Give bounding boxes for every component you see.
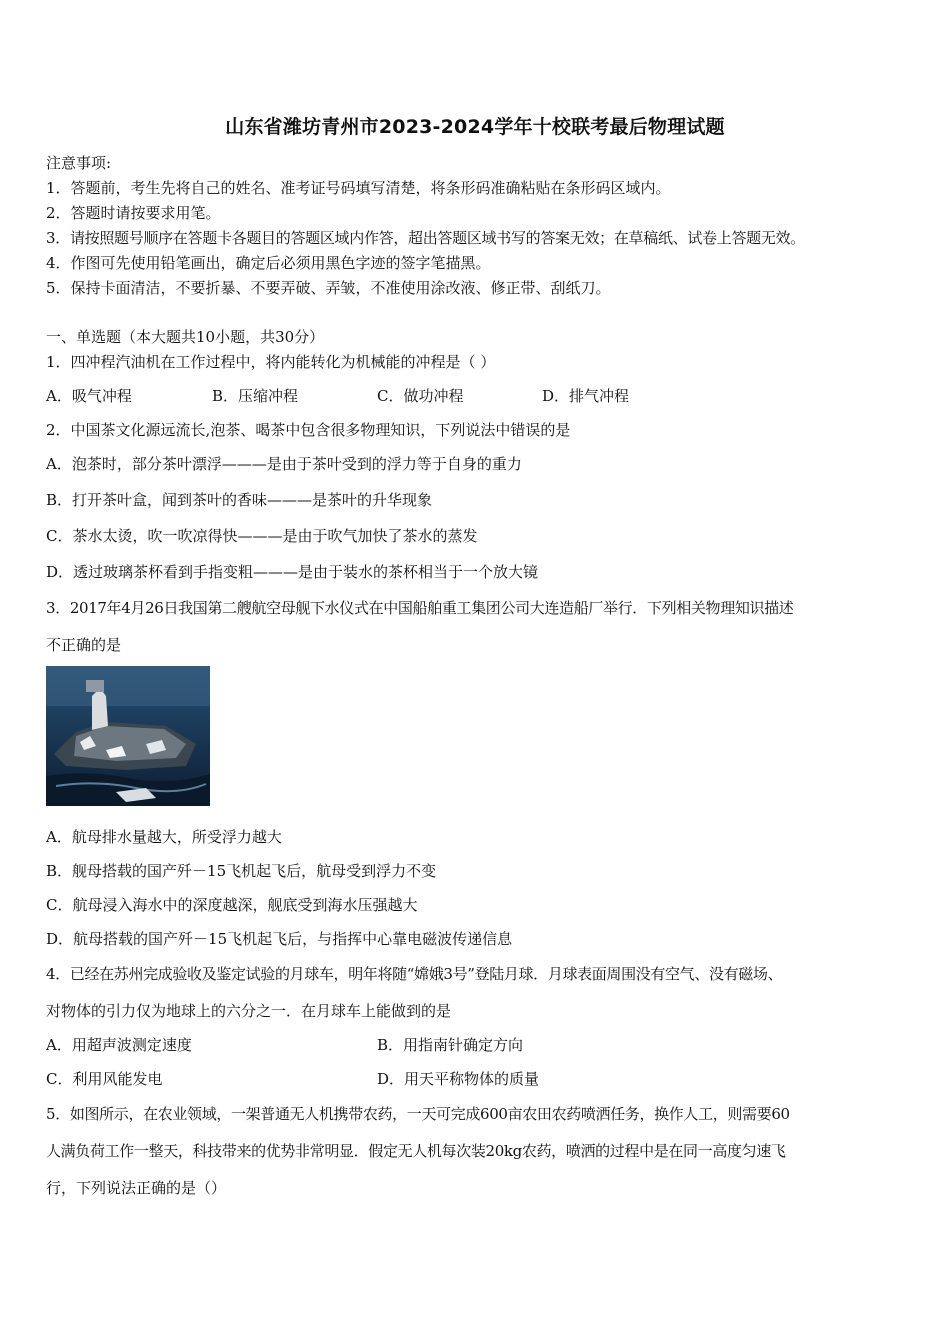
page-title: 山东省潍坊青州市2023-2024学年十校联考最后物理试题 xyxy=(225,116,725,138)
option-d: D．航母搭载的国产歼－15飞机起飞后，与指挥中心靠电磁波传递信息 xyxy=(46,930,513,948)
question-stem: 5．如图所示，在农业领域，一架普通无人机携带农药，一天可完成600亩农田农药喷洒任务，换作人工，则需要60 xyxy=(46,1105,790,1123)
notice-heading: 注意事项: xyxy=(46,154,112,172)
question-stem: 行，下列说法正确的是（） xyxy=(46,1179,227,1197)
option-row xyxy=(46,1035,906,1055)
option-c: C．利用风能发电 xyxy=(46,1070,163,1088)
notice-item: 4．作图可先使用铅笔画出，确定后必须用黑色字迹的签字笔描黑。 xyxy=(46,254,491,272)
question-stem: 4．已经在苏州完成验收及鉴定试验的月球车，明年将随“嫦娥3号”登陆月球．月球表面周围没有空气、没有磁场、 xyxy=(46,965,783,983)
option-c: C．茶水太烫，吹一吹凉得快———是由于吹气加快了茶水的蒸发 xyxy=(46,527,478,545)
option-a: A．吸气冲程 xyxy=(46,387,132,405)
aircraft-carrier-photo xyxy=(46,666,210,806)
question-stem: 人满负荷工作一整天，科技带来的优势非常明显．假定无人机每次装20kg农药，喷洒的过程中是在同一高度匀速飞 xyxy=(46,1142,786,1160)
option-c: C．航母浸入海水中的深度越深，舰底受到海水压强越大 xyxy=(46,896,418,914)
option-a: A．航母排水量越大，所受浮力越大 xyxy=(46,828,282,846)
option-d: D．透过玻璃茶杯看到手指变粗———是由于装水的茶杯相当于一个放大镜 xyxy=(46,563,539,581)
notice-item: 5．保持卡面清洁，不要折暴、不要弄破、弄皱，不准使用涂改液、修正带、刮纸刀。 xyxy=(46,279,611,297)
option-c: C．做功冲程 xyxy=(377,387,464,405)
question-stem: 3．2017年4月26日我国第二艘航空母舰下水仪式在中国船舶重工集团公司大连造船厂举行．下列相关物理知识描述 xyxy=(46,599,794,617)
option-row xyxy=(46,386,906,406)
section-heading: 一、单选题（本大题共10小题，共30分） xyxy=(46,328,325,346)
option-a: A．泡茶时，部分茶叶漂浮———是由于茶叶受到的浮力等于自身的重力 xyxy=(46,455,522,473)
notice-item: 1．答题前，考生先将自己的姓名、准考证号码填写清楚，将条形码准确粘贴在条形码区域内。 xyxy=(46,179,671,197)
question-stem: 2．中国茶文化源远流长,泡茶、喝茶中包含很多物理知识，下列说法中错误的是 xyxy=(46,421,571,439)
option-b: B．压缩冲程 xyxy=(212,387,299,405)
option-d: D．排气冲程 xyxy=(542,387,630,405)
option-a: A．用超声波测定速度 xyxy=(46,1036,192,1054)
option-b: B．打开茶叶盒，闻到茶叶的香味———是茶叶的升华现象 xyxy=(46,491,433,509)
option-d: D．用天平称物体的质量 xyxy=(377,1070,540,1088)
question-stem: 不正确的是 xyxy=(46,636,122,654)
notice-item: 2．答题时请按要求用笔。 xyxy=(46,204,221,222)
notice-item: 3．请按照题号顺序在答题卡各题目的答题区域内作答，超出答题区域书写的答案无效；在草稿纸、试卷上答题无效。 xyxy=(46,229,805,247)
option-b: B．舰母搭载的国产歼－15飞机起飞后，航母受到浮力不变 xyxy=(46,862,437,880)
option-row xyxy=(46,1069,906,1089)
option-b: B．用指南针确定方向 xyxy=(377,1036,524,1054)
question-stem: 对物体的引力仅为地球上的六分之一．在月球车上能做到的是 xyxy=(46,1002,452,1020)
question-stem: 1．四冲程汽油机在工作过程中，将内能转化为机械能的冲程是（ ） xyxy=(46,353,496,371)
